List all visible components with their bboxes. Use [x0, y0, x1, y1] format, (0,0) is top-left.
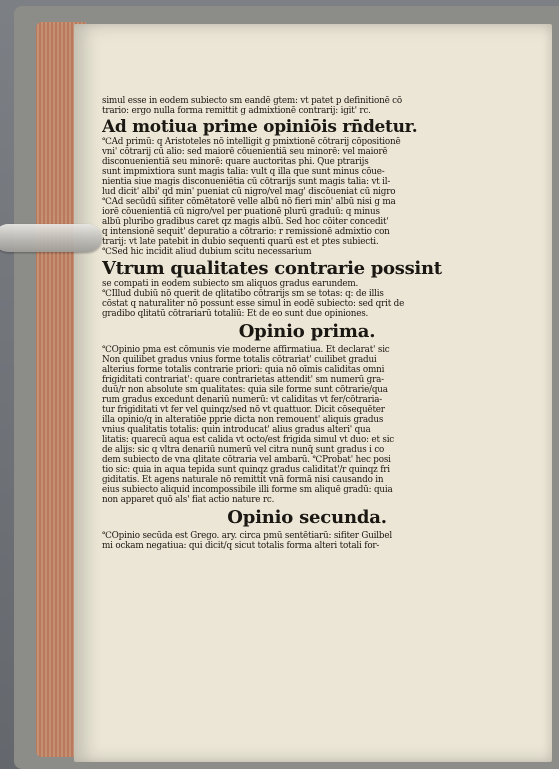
page-text: [102, 96, 512, 551]
text-line: mi ockam negatiua: qui dicit/q sicut totalis forma alteri totali for-: [102, 541, 380, 551]
text-line: iorē cōuenientiā cū nigro/vel per puationē plurū graduū: q minus: [102, 207, 380, 217]
text-line: ℃Ad primū: q Aristoteles nō intelligit g pmixtionē cōtrarij cōpositionē: [102, 137, 401, 147]
text-line: cōstat q naturaliter nō possunt esse simul in eodē subiecto: sed qrit de: [102, 299, 405, 309]
page-clip: [0, 224, 102, 252]
opinion-heading-2: Opinio secunda.: [227, 507, 387, 528]
text-line: tio sic: quia in aqua tepida sunt quinqz gradus caliditat'/r quinqz fri: [102, 465, 390, 475]
text-line: eius subiecto aliquid incompossibile illi forme sm aliquē gradū: quia: [102, 485, 393, 495]
text-line: tur frigiditati vt fer vel quinqz/sed nō vt quattuor. Dicit cōsequēter: [102, 405, 385, 415]
text-line: ℃Illud dubiū nō querit de qlitatibo cōtrarijs sm se totas: q: de illis: [102, 289, 384, 299]
text-line: lud dicit' albi' qd min' pueniat cū nigro/vel mag' discōueniat cū nigro: [102, 187, 396, 197]
text-line: frigiditati contrariat': quare contrarietas attendit' sm numerū gra-: [102, 375, 384, 385]
text-line: Non quilibet gradus vnius forme totalis cōtrariat' cuilibet gradui: [102, 355, 377, 365]
text-line: trarij: vt late patebit in dubio sequenti quarū est et ptes subiecti.: [102, 237, 379, 247]
section-heading: Ad motiua prime opiniōis rn̄detur.: [102, 118, 418, 137]
text-line: dem subiecto de vna qlitate cōtraria vel ambarū. ℃Probat' hec posi: [102, 455, 391, 465]
text-line: litatis: quarecū aqua est calida vt octo/est frigida simul vt duo: et sic: [102, 435, 395, 445]
text-line: ℃Sed hic incidit aliud dubium scitu necessarium: [102, 247, 312, 257]
text-line: non apparet quō als' fiat actio nature rc.: [102, 495, 275, 505]
text-line: illa opinio/q in alteratiōe pprie dicta non remouent' aliquis gradus: [102, 415, 384, 425]
text-line: albū pluribo gradibus caret qz magis albū. Sed hoc cōiter concedit': [102, 217, 389, 227]
text-line: nientia siue magis disconueniētia cū cōtrarijs sunt magis talia: vt il-: [102, 177, 391, 187]
text-line: de alijs: sic q vltra denariū numerū vel citra nunq̄ sunt gradus i co: [102, 445, 385, 455]
text-line: ℃Ad secūdū sifiter cōmētatorē velle albū nō fieri min' albū nisi g ma: [102, 197, 396, 207]
question-heading: Vtrum qualitates contrarie possint: [102, 259, 442, 279]
text-line: vni' cōtrarij cū alio: sed maiorē cōuenientiā seu minorē: vel maiorē: [102, 147, 388, 157]
text-line: gradibo qlitatū cōtrariarū totaliū: Et de eo sunt due opiniones.: [102, 309, 369, 319]
text-line: alterius forme totalis contrarie priori: quia nō oīmis caliditas omni: [102, 365, 385, 375]
text-line: q intensionē sequit' depuratio a cōtrario: r remissionē admixtio con: [102, 227, 390, 237]
text-line: duū/r non absolute sm qualitates: quia sile forme sunt cōtrarie/qua: [102, 385, 388, 395]
text-line: trario: ergo nulla forma remittit g admixtionē contrarij: igit' rc.: [102, 106, 371, 116]
text-line: disconuenientiā seu minorē: quare auctoritas phi. Que ptrarijs: [102, 157, 369, 167]
text-line: vnius qualitatis totalis: quin introducat' alius gradus alteri' qua: [102, 425, 371, 435]
text-line: giditatis. Et agens naturale nō remittit vnā formā nisi causando in: [102, 475, 384, 485]
text-line: ℃Opinio pma est cōmunis vie moderne affirmatiua. Et declarat' sic: [102, 345, 390, 355]
text-line: sunt impmixtiora sunt magis talia: vult q illa que sunt minus cōue-: [102, 167, 385, 177]
text-line: se compati in eodem subiecto sm aliquos gradus earundem.: [102, 279, 359, 289]
text-line: ℃Opinio secūda est Grego. ary. circa pmū sentētiarū: sifiter Guilbel: [102, 531, 392, 541]
text-line: simul esse in eodem subiecto sm eandē gtem: vt patet p definitionē cō: [102, 96, 402, 106]
opinion-heading-1: Opinio prima.: [238, 321, 376, 342]
text-line: rum gradus excedunt denariū numerū: vt caliditas vt fer/cōtraria-: [102, 395, 383, 405]
